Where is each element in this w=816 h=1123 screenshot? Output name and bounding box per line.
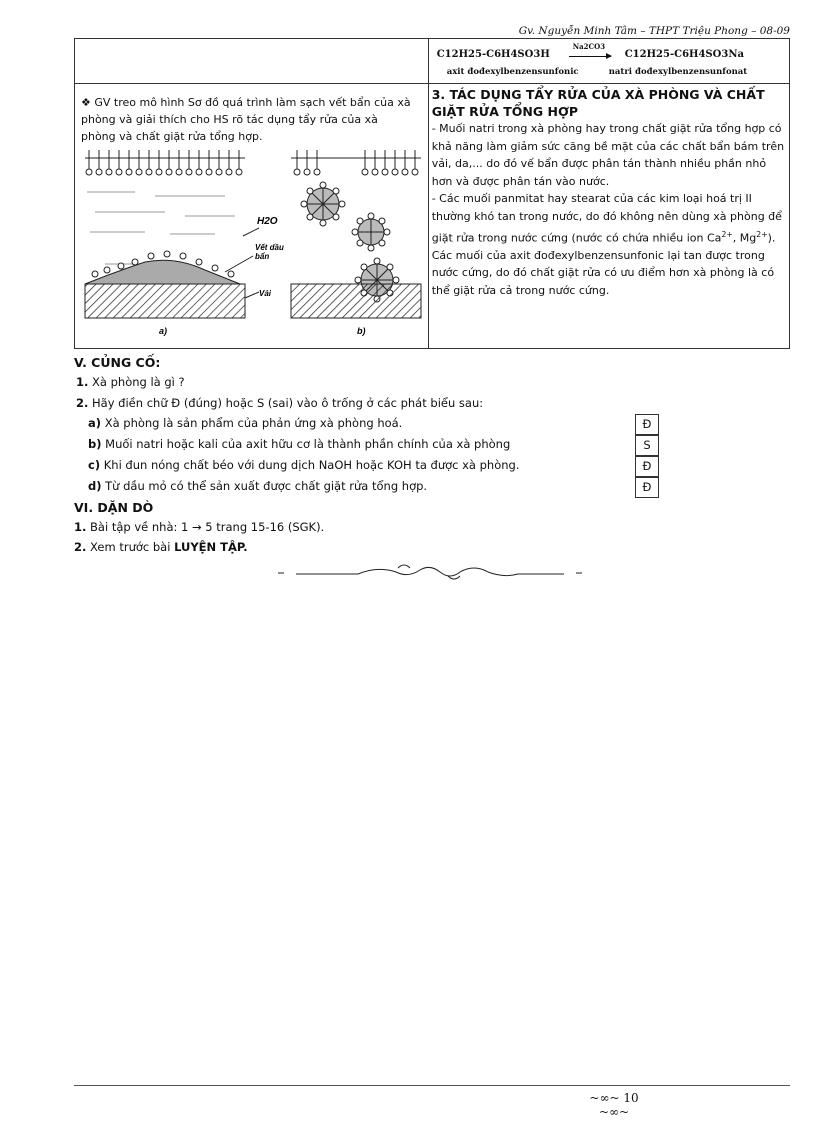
teacher-activity-cell	[75, 84, 429, 349]
homework-item-1: 1. Bài tập về nhà: 1 → 5 trang 15-16 (SGK).	[74, 520, 325, 534]
lesson-table	[74, 38, 790, 349]
equation-product: C12H25-C6H4SO3Na	[624, 49, 744, 60]
diagram-panel-a	[85, 150, 245, 336]
homework-item-2: 2. Xem trước bài LUYỆN TẬP.	[74, 540, 248, 554]
label-h2o: H2O	[257, 216, 278, 227]
page-number: ~∞~ 10 ~∞~	[589, 1091, 639, 1119]
question-2: 2. Hãy điền chữ Đ (đúng) hoặc S (sai) vào ô trống ở các phát biểu sau:	[76, 396, 484, 410]
micelle-1	[301, 182, 345, 226]
empty-cell	[75, 39, 429, 84]
reactant-name: axit đođexylbenzensunfonic	[446, 67, 579, 77]
footer-ornament-right-icon: ~∞~	[598, 1105, 630, 1119]
reaction-arrow-icon	[569, 56, 611, 57]
cleaning-diagram	[75, 84, 432, 348]
equation-reactant: C12H25-C6H4SO3H	[436, 49, 550, 60]
label-b: b)	[357, 326, 366, 336]
statement-b: b) Muối natri hoặc kali của axit hữu cơ là thành phần chính của xà phòng	[88, 437, 511, 451]
label-a: a)	[159, 326, 168, 336]
answer-box-a[interactable]: Đ	[635, 414, 659, 435]
teacher-activity-text: ❖ GV treo mô hình Sơ đồ quá trình làm sạch vết bẩn của xà phòng và giải thích cho HS rõ tác dụng tẩy rửa của xà phòng và chất giặt rửa tổng hợp.	[81, 96, 411, 143]
label-cloth: Vải	[259, 289, 272, 298]
footer-rule	[74, 1085, 790, 1086]
content-cell	[428, 84, 789, 349]
diagram-panel-b	[291, 150, 421, 336]
answer-box-d[interactable]: Đ	[635, 477, 659, 498]
question-1: 1. Xà phòng là gì ?	[76, 375, 185, 389]
product-name: natri đođexylbenzensunfonat	[608, 67, 748, 77]
answer-box-b[interactable]: S	[635, 435, 659, 456]
page-header: Gv. Nguyễn Minh Tâm – THPT Triệu Phong – 08-09	[518, 25, 790, 37]
ornament-divider-icon	[278, 562, 582, 582]
statement-c: c) Khi đun nóng chất béo với dung dịch NaOH hoặc KOH ta được xà phòng.	[88, 458, 520, 472]
equation-catalyst: Na2CO3	[572, 42, 606, 51]
statement-a: a) Xà phòng là sản phẩm của phản ứng xà phòng hoá.	[88, 416, 403, 430]
reaction-equation	[429, 39, 789, 83]
section3-paragraph-1: - Muối natri trong xà phòng hay trong chất giặt rửa tổng hợp có khả năng làm giảm sức căng bề mặt của các chất bẩn bám trên vải, da,... do đó vế bẩn được phân tán thành nhiều phần nhỏ hơn và được phân tán vào nước.	[431, 122, 785, 188]
answer-box-c[interactable]: Đ	[635, 456, 659, 477]
section6-title: VI. DẶN DÒ	[74, 500, 154, 515]
micelle-2	[352, 213, 390, 251]
label-stain: Vết dầu bẩn	[255, 243, 284, 261]
section3-title: 3. TÁC DỤNG TẨY RỬA CỦA XÀ PHÒNG VÀ CHẤT GIẶT RỬA TỔNG HỢP	[431, 87, 765, 119]
footer-ornament-left-icon: ~∞~	[589, 1091, 620, 1105]
section5-title: V. CỦNG CỐ:	[74, 355, 161, 370]
section3-paragraph-2: - Các muối panmitat hay stearat của các kim loại hoá trị II thường khó tan trong nước, do đó không nên dùng xà phòng để giặt rửa trong nước cứng (nước có chứa nhiều ion $Ca^{2+}$, $Mg^{2+}$). Các muối của axit đođexylbenzensunfonic lại tan được trong nước cứng, do đó chất giặt rửa có ưu điểm hơn xà phòng là có thể giặt rửa cả trong nước cứng.	[431, 192, 782, 297]
equation-cell	[428, 39, 789, 84]
statement-d: d) Từ dầu mỏ có thể sản xuất được chất giặt rửa tổng hợp.	[88, 479, 428, 493]
